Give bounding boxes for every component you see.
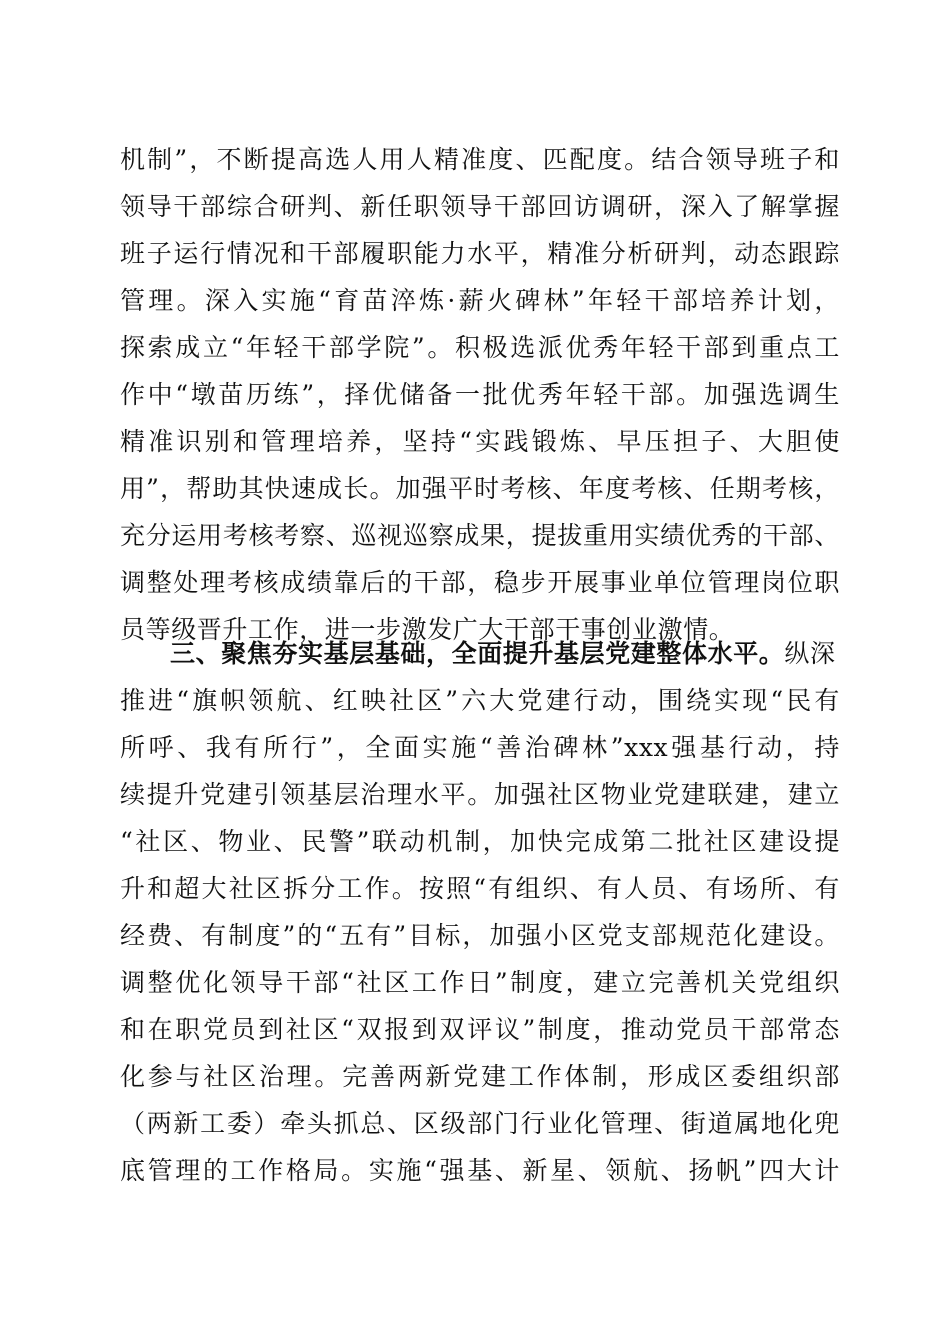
body-text-line: “社区、物业、民警”联动机制，加快完成第二批社区建设提 xyxy=(120,827,840,856)
body-text-line: 机制”，不断提高选人用人精准度、匹配度。结合领导班子和 xyxy=(120,145,840,174)
body-text-line: 和在职党员到社区“双报到双评议”制度，推动党员干部常态 xyxy=(120,1015,840,1044)
body-text-line: 班子运行情况和干部履职能力水平，精准分析研判，动态跟踪 xyxy=(120,239,840,268)
body-text-line: 经费、有制度”的“五有”目标，加强小区党支部规范化建设。 xyxy=(120,921,840,950)
body-text-line: 化参与社区治理。完善两新党建工作体制，形成区委组织部 xyxy=(120,1062,840,1091)
body-text-line: 所呼、我有所行”，全面实施“善治碑林”xxx强基行动，持 xyxy=(120,733,840,762)
body-text-line: 探索成立“年轻干部学院”。积极选派优秀年轻干部到重点工 xyxy=(120,333,840,362)
body-text-line: 精准识别和管理培养，坚持“实践锻炼、早压担子、大胆使 xyxy=(120,427,840,456)
body-text-line: 作中“墩苗历练”，择优储备一批优秀年轻干部。加强选调生 xyxy=(120,380,840,409)
body-text-line: 充分运用考核考察、巡视巡察成果，提拔重用实绩优秀的干部、 xyxy=(120,521,840,550)
body-text-line: （两新工委）牵头抓总、区级部门行业化管理、街道属地化兜 xyxy=(120,1109,840,1138)
section-heading: 三、聚焦夯实基层基础，全面提升基层党建整体水平。 xyxy=(170,639,785,668)
body-text-line: 续提升党建引领基层治理水平。加强社区物业党建联建，建立 xyxy=(120,780,840,809)
body-text-line: 管理。深入实施“育苗淬炼·薪火碑林”年轻干部培养计划， xyxy=(120,286,840,315)
body-text-line: 升和超大社区拆分工作。按照“有组织、有人员、有场所、有 xyxy=(120,874,840,903)
body-text-line: 领导干部综合研判、新任职领导干部回访调研，深入了解掌握 xyxy=(120,192,840,221)
section-heading-line xyxy=(170,632,840,676)
body-text: 纵深 xyxy=(784,639,836,668)
body-text-line: 调整优化领导干部“社区工作日”制度，建立完善机关党组织 xyxy=(120,968,840,997)
body-text-line: 调整处理考核成绩靠后的干部，稳步开展事业单位管理岗位职 xyxy=(120,568,840,597)
body-text-line: 用”，帮助其快速成长。加强平时考核、年度考核、任期考核， xyxy=(120,474,840,503)
body-text-line: 推进“旗帜领航、红映社区”六大党建行动，围绕实现“民有 xyxy=(120,686,840,715)
body-text-line: 员等级晋升工作，进一步激发广大干部干事创业激情。 xyxy=(120,615,735,644)
body-text-line: 底管理的工作格局。实施“强基、新星、领航、扬帆”四大计 xyxy=(120,1156,840,1185)
